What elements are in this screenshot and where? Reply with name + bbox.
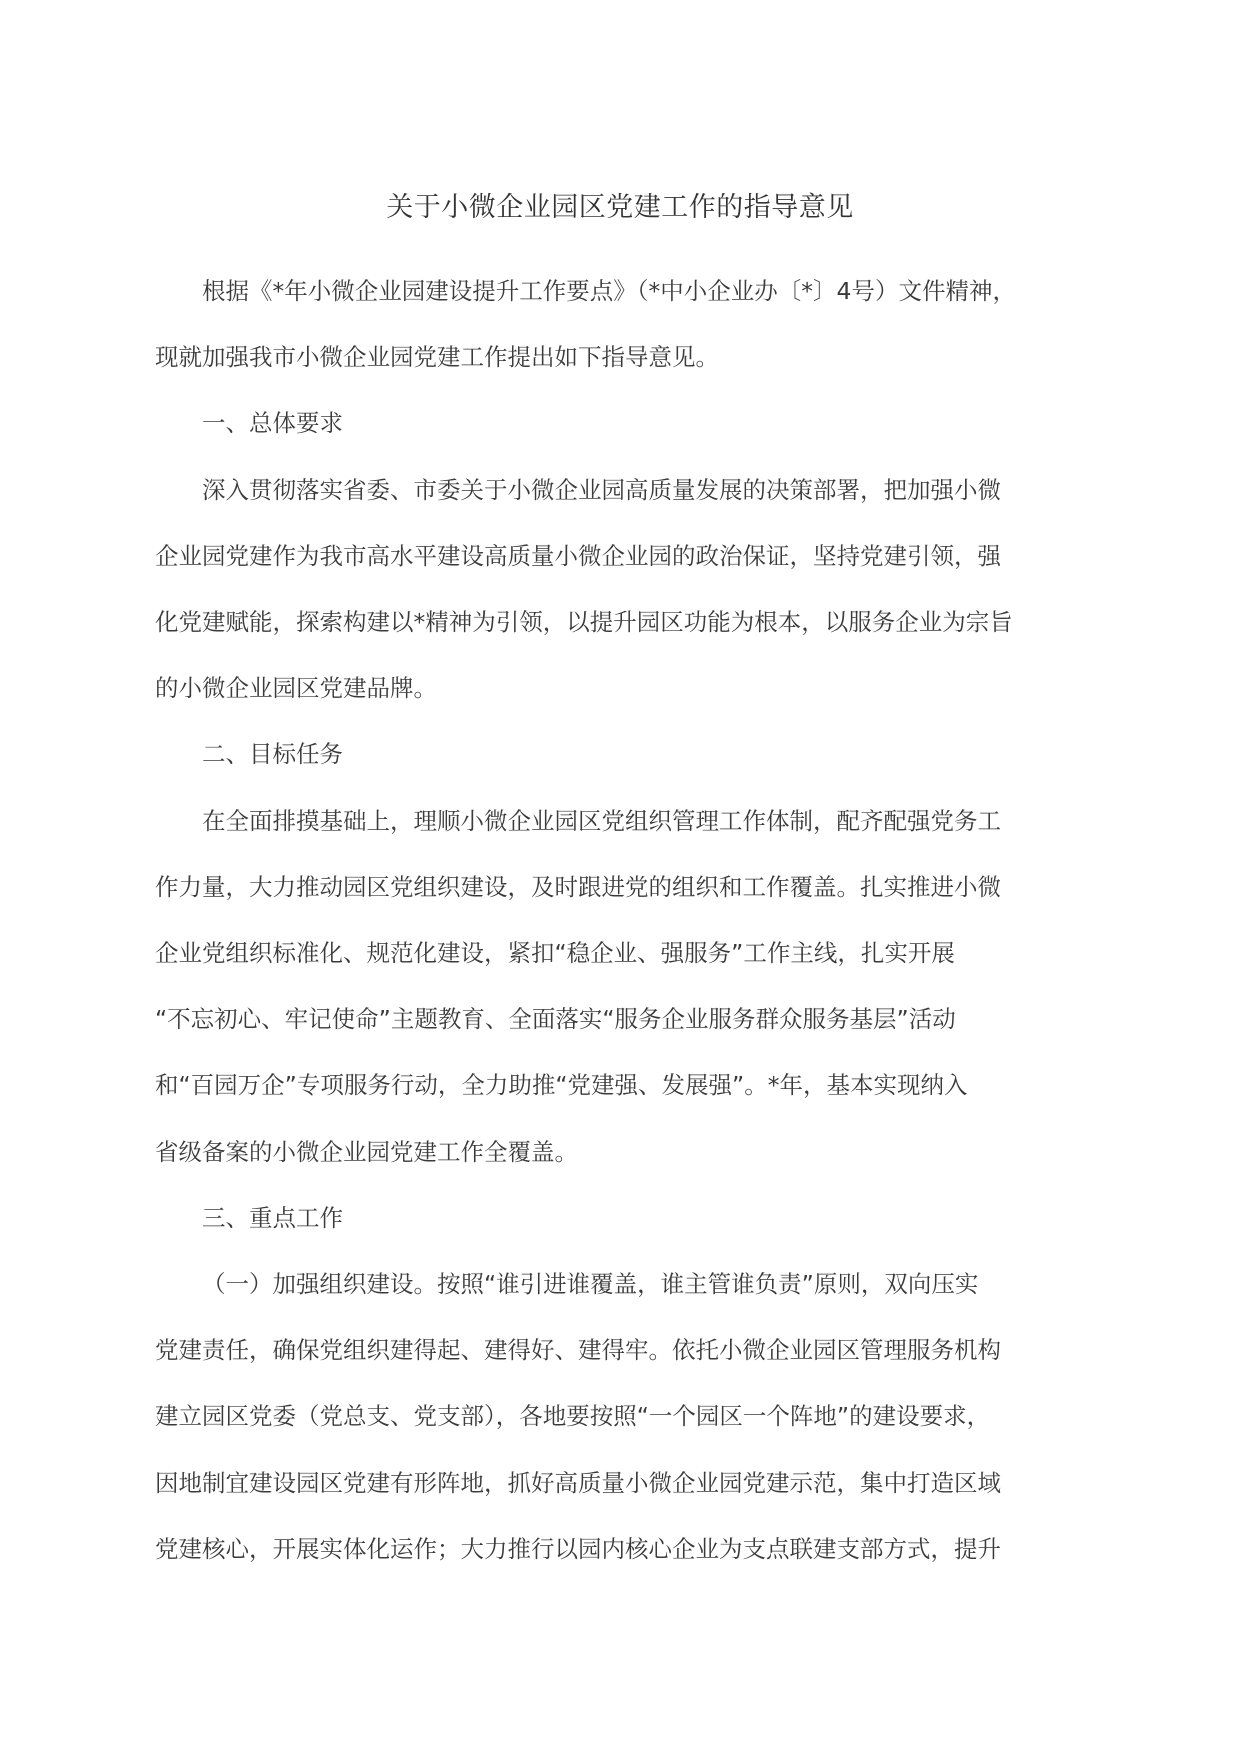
document-body [155,258,1085,1582]
text-line: 企业园党建作为我市高水平建设高质量小微企业园的政治保证，坚持党建引领，强 [155,541,1001,570]
text-line: 作力量，大力推动园区党组织建设，及时跟进党的组织和工作覆盖。扎实推进小微 [155,872,1001,901]
section-heading-2: 二、目标任务 [202,740,343,769]
document-title: 关于小微企业园区党建工作的指导意见 [386,192,854,223]
text-line: 省级备案的小微企业园党建工作全覆盖。 [155,1137,578,1166]
text-line: （一）加强组织建设。按照“谁引进谁覆盖，谁主管谁负责”原则，双向压实 [202,1270,979,1299]
text-line: 企业党组织标准化、规范化建设，紧扣“稳企业、强服务”工作主线，扎实开展 [155,939,955,968]
text-line: 化党建赋能，探索构建以*精神为引领，以提升园区功能为根本，以服务企业为宗旨 [155,608,1013,637]
text-line: “不忘初心、牢记使命”主题教育、全面落实“服务企业服务群众服务基层”活动 [155,1005,956,1034]
goals-paragraph [155,788,1085,1185]
intro-paragraph [155,258,1085,390]
text-line: 建立园区党委（党总支、党支部），各地要按照“一个园区一个阵地”的建设要求， [155,1402,991,1431]
text-line: 的小微企业园区党建品牌。 [155,674,437,703]
section-heading-3: 三、重点工作 [202,1203,343,1232]
overall-requirements-paragraph [155,457,1085,722]
text-line: 和“百园万企”专项服务行动，全力助推“党建强、发展强”。*年，基本实现纳入 [155,1071,968,1100]
text-line: 因地制宜建设园区党建有形阵地，抓好高质量小微企业园党建示范，集中打造区域 [155,1468,1001,1497]
section-heading-1: 一、总体要求 [202,409,343,438]
text-line: 党建责任，确保党组织建得起、建得好、建得牢。依托小微企业园区管理服务机构 [155,1336,1001,1365]
text-line: 在全面排摸基础上，理顺小微企业园区党组织管理工作体制，配齐配强党务工 [202,806,1001,835]
key-work-paragraph [155,1251,1085,1582]
text-line: 党建核心，开展实体化运作；大力推行以园内核心企业为支点联建支部方式，提升 [155,1534,1001,1563]
text-line: 根据《*年小微企业园建设提升工作要点》（*中小企业办〔*〕4号）文件精神， [202,277,1016,305]
text-line: 现就加强我市小微企业园党建工作提出如下指导意见。 [155,343,719,372]
text-line: 深入贯彻落实省委、市委关于小微企业园高质量发展的决策部署，把加强小微 [202,475,1001,504]
